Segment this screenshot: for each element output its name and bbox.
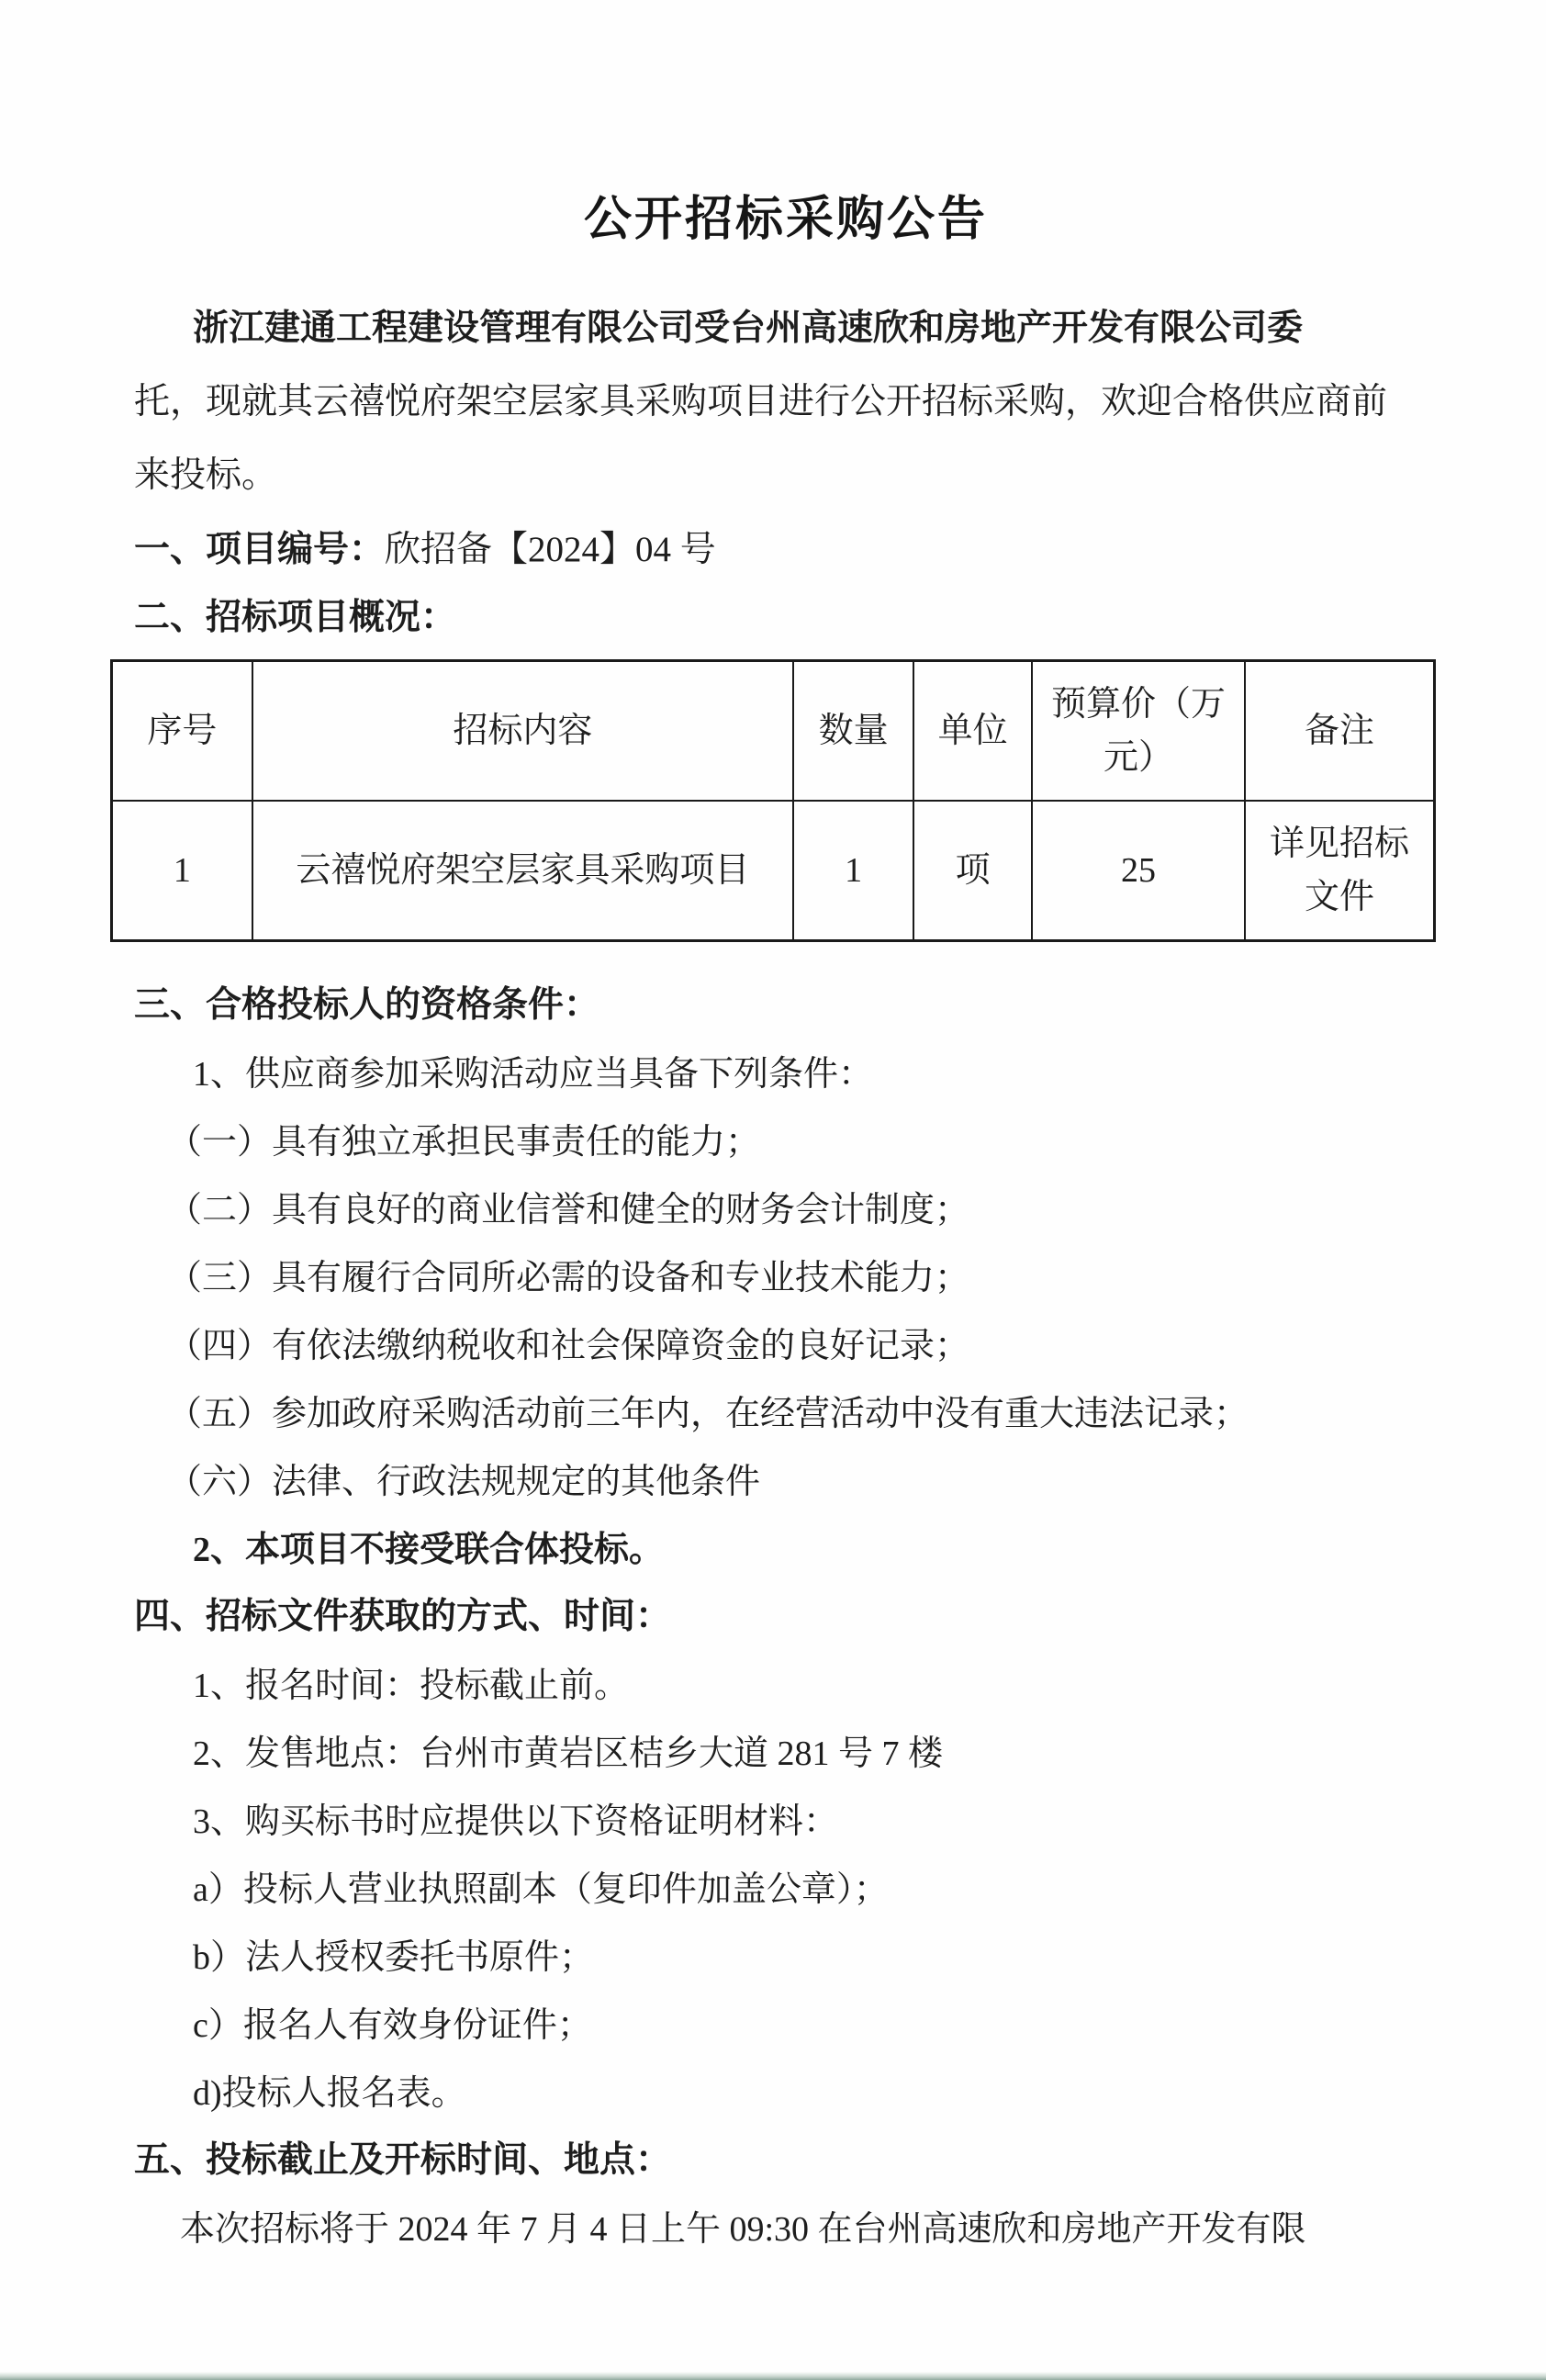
condition-item-6: （六）法律、行政法规规定的其他条件 [167, 1462, 761, 1501]
section-4-heading: 四、招标文件获取的方式、时间： [134, 1597, 672, 1636]
qualification-intro: 1、供应商参加采购活动应当具备下列条件： [193, 1054, 874, 1094]
condition-item-2: （二）具有良好的商业信誉和健全的财务会计制度； [167, 1190, 970, 1229]
cell-qty: 1 [793, 801, 913, 941]
table-row [112, 801, 1435, 941]
obtain-item-3: 3、购买标书时应提供以下资格证明材料： [193, 1802, 839, 1841]
cell-seq: 1 [112, 801, 252, 941]
col-header-budget: 预算价（万元） [1032, 661, 1245, 802]
page-title: 公开招标采购公告 [583, 194, 988, 246]
closing-line: 本次招标将于 2024 年 7 月 4 日上午 09:30 在台州高速欣和房地产开发有限 [180, 2209, 1306, 2249]
cell-budget: 25 [1032, 801, 1245, 941]
section-3-heading: 三、合格投标人的资格条件： [134, 985, 600, 1025]
table-header-row [112, 661, 1435, 802]
material-item-d: d)投标人报名表。 [193, 2073, 466, 2113]
cell-note: 详见招标文件 [1245, 801, 1435, 941]
section-1-value: 欣招备【2024】04 号 [385, 530, 716, 569]
section-5-heading: 五、投标截止及开标时间、地点： [134, 2140, 672, 2180]
obtain-item-2: 2、发售地点：台州市黄岩区桔乡大道 281 号 7 楼 [193, 1734, 944, 1773]
condition-item-5: （五）参加政府采购活动前三年内，在经营活动中没有重大违法记录； [167, 1394, 1249, 1433]
intro-line-2: 托，现就其云禧悦府架空层家具采购项目进行公开招标采购，欢迎合格供应商前 [134, 382, 1388, 421]
col-header-unit: 单位 [913, 661, 1032, 802]
material-item-c: c）报名人有效身份证件； [193, 2005, 592, 2045]
obtain-item-1: 1、报名时间：投标截止前。 [193, 1666, 630, 1705]
no-consortium-note: 2、本项目不接受联合体投标。 [193, 1530, 665, 1569]
section-2-heading: 二、招标项目概况： [134, 598, 457, 637]
page-bottom-scan-edge [0, 2372, 1546, 2380]
material-item-b: b）法人授权委托书原件； [193, 1937, 595, 1977]
col-header-seq: 序号 [112, 661, 252, 802]
intro-line-1: 浙江建通工程建设管理有限公司受台州高速欣和房地产开发有限公司委 [193, 309, 1304, 348]
condition-item-4: （四）有依法缴纳税收和社会保障资金的良好记录； [167, 1326, 970, 1365]
col-header-note: 备注 [1245, 661, 1435, 802]
condition-item-3: （三）具有履行合同所必需的设备和专业技术能力； [167, 1258, 970, 1297]
section-1-label: 一、项目编号： [134, 530, 386, 569]
col-header-qty: 数量 [793, 661, 913, 802]
col-header-content: 招标内容 [252, 661, 794, 802]
condition-item-1: （一）具有独立承担民事责任的能力； [167, 1122, 761, 1162]
cell-content: 云禧悦府架空层家具采购项目 [252, 801, 794, 941]
section-1-heading [134, 512, 1438, 580]
intro-line-3: 来投标。 [134, 455, 278, 495]
tender-table [110, 659, 1436, 942]
intro-paragraph [134, 292, 1438, 512]
material-item-a: a）投标人营业执照副本（复印件加盖公章）； [193, 1869, 889, 1909]
cell-unit: 项 [913, 801, 1032, 941]
